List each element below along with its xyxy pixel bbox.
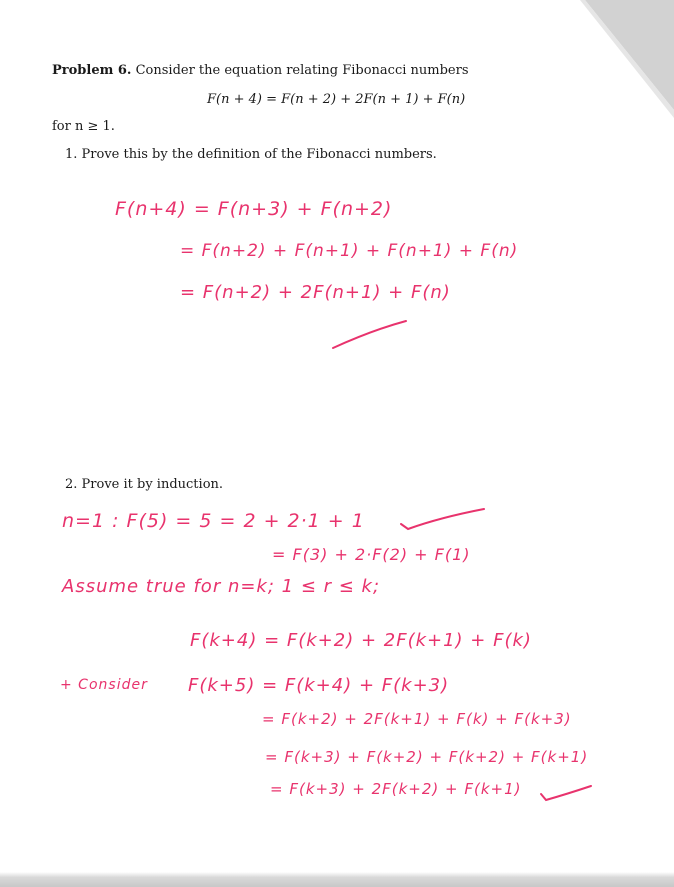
consider-line: F(k+5) = F(k+4) + F(k+3) <box>188 675 450 696</box>
induction-hypothesis: F(k+4) = F(k+2) + 2F(k+1) + F(k) <box>190 630 532 651</box>
equation-condition: for n ≥ 1. <box>52 119 115 134</box>
part-1-prompt: 1. Prove this by the definition of the Fibonacci numbers. <box>65 147 437 162</box>
induction-step-2: = F(k+3) + F(k+2) + F(k+2) + F(k+1) <box>265 748 589 766</box>
part-2-prompt: 2. Prove it by induction. <box>65 477 224 492</box>
induction-assumption: Assume true for n=k; 1 ≤ r ≤ k; <box>62 576 381 597</box>
problem-heading: Problem 6. <box>52 63 132 78</box>
base-case-line-2: = F(3) + 2·F(2) + F(1) <box>272 545 471 564</box>
base-case-line: n=1 : F(5) = 5 = 2 + 2·1 + 1 <box>62 510 365 532</box>
checkmark-icon <box>538 782 594 804</box>
checkmark-icon <box>398 506 488 532</box>
part1-line-2: = F(n+2) + F(n+1) + F(n+1) + F(n) <box>180 241 519 261</box>
checkmark-icon <box>330 318 410 352</box>
problem-statement <box>52 64 469 77</box>
page-bottom-edge <box>0 872 674 887</box>
consider-label: + Consider <box>60 677 148 693</box>
induction-step-3: = F(k+3) + 2F(k+2) + F(k+1) <box>270 780 522 798</box>
induction-step-1: = F(k+2) + 2F(k+1) + F(k) + F(k+3) <box>262 710 572 728</box>
problem-intro: Consider the equation relating Fibonacci numbers <box>135 63 469 78</box>
fibonacci-equation: F(n + 4) = F(n + 2) + 2F(n + 1) + F(n) <box>207 92 466 107</box>
part1-line-3: = F(n+2) + 2F(n+1) + F(n) <box>180 282 451 303</box>
part1-line-1: F(n+4) = F(n+3) + F(n+2) <box>115 198 393 220</box>
